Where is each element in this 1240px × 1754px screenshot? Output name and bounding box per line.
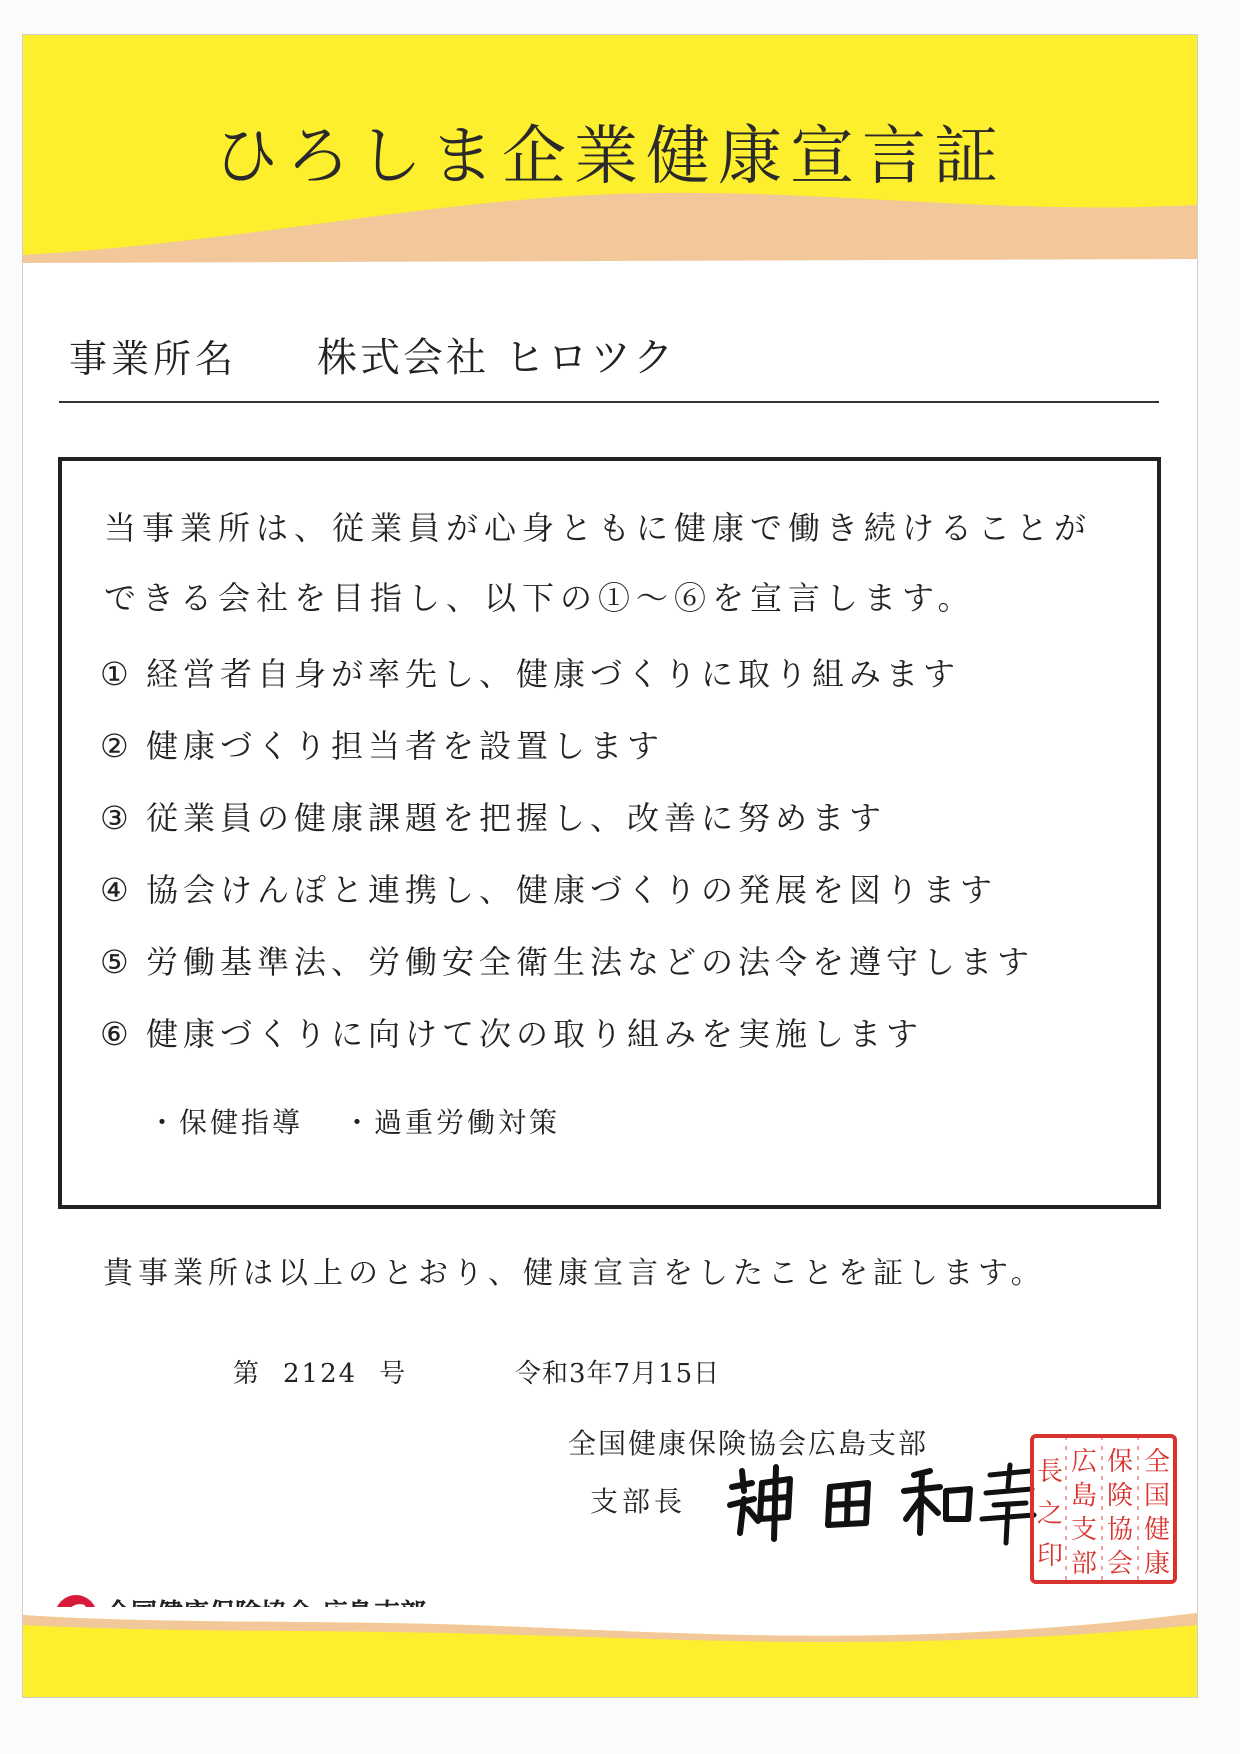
svg-text:康: 康 — [1143, 1549, 1171, 1579]
item-number: ② — [100, 727, 134, 765]
number-suffix: 号 — [379, 1359, 408, 1389]
company-label: 事業所名 — [69, 337, 238, 381]
item-text: 健康づくり担当者を設置します — [146, 727, 665, 765]
declaration-item — [100, 937, 1034, 983]
certificate-number — [233, 1353, 407, 1390]
declaration-item — [100, 649, 960, 695]
svg-text:協: 協 — [1106, 1515, 1134, 1545]
svg-text:険: 険 — [1106, 1481, 1134, 1511]
svg-text:部: 部 — [1070, 1549, 1098, 1579]
svg-text:保: 保 — [1106, 1447, 1134, 1477]
svg-text:全: 全 — [1143, 1447, 1171, 1477]
declaration-intro-line1: 当事業所は、従業員が心身ともに健康で働き続けることが — [104, 509, 1093, 547]
footer-wave-decoration — [23, 1607, 1197, 1652]
svg-text:島: 島 — [1070, 1481, 1098, 1511]
svg-text:国: 国 — [1143, 1481, 1171, 1511]
item-text: 労働基準法、労働安全衛生法などの法令を遵守します — [146, 943, 1035, 981]
item-text: 経営者自身が率先し、健康づくりに取り組みます — [146, 655, 961, 693]
certificate-sheet — [22, 34, 1198, 1698]
svg-text:長: 長 — [1036, 1457, 1064, 1487]
issue-date: 令和3年7月15日 — [515, 1359, 721, 1389]
number-prefix: 第 — [233, 1359, 262, 1389]
svg-text:広: 広 — [1070, 1447, 1098, 1477]
company-name: 株式会社 ヒロツク — [317, 335, 677, 381]
declaration-item — [100, 865, 997, 911]
svg-text:印: 印 — [1036, 1541, 1064, 1571]
certification-statement: 貴事業所は以上のとおり、健康宣言をしたことを証します。 — [103, 1256, 1046, 1291]
handwritten-signature — [718, 1457, 1038, 1547]
header-wave-decoration — [23, 185, 1197, 265]
item-text: 従業員の健康課題を把握し、改善に努めます — [146, 799, 887, 837]
sub-items — [148, 1101, 600, 1141]
item-number: ⑥ — [100, 1015, 134, 1053]
declaration-item — [100, 721, 664, 767]
branch-head-label: 支部長 — [590, 1485, 687, 1518]
page-title: ひろしま企業健康宣言証 — [214, 120, 1006, 194]
item-text: 健康づくりに向けて次の取り組みを実施します — [146, 1015, 924, 1053]
declaration-intro-line2: できる会社を目指し、以下の①～⑥を宣言します。 — [104, 579, 976, 617]
item-number: ⑤ — [100, 943, 134, 981]
official-seal — [1026, 1430, 1181, 1588]
item-number: ③ — [100, 799, 134, 837]
sub-item: ・保健指導 — [148, 1106, 304, 1139]
svg-text:支: 支 — [1070, 1515, 1098, 1545]
number-value: 2124 — [283, 1359, 358, 1389]
declaration-item — [100, 793, 886, 839]
item-number: ④ — [100, 871, 134, 909]
svg-text:健: 健 — [1143, 1515, 1171, 1545]
svg-text:之: 之 — [1036, 1499, 1064, 1529]
footer-band — [23, 1607, 1197, 1697]
issuer-name: 全国健康保険協会広島支部 — [568, 1427, 929, 1460]
item-number: ① — [100, 655, 134, 693]
sub-item: ・過重労働対策 — [343, 1106, 561, 1139]
company-row — [59, 327, 1159, 403]
declaration-box — [58, 457, 1161, 1209]
header-band — [23, 35, 1197, 265]
svg-text:会: 会 — [1106, 1549, 1134, 1579]
item-text: 協会けんぽと連携し、健康づくりの発展を図ります — [146, 871, 998, 909]
declaration-item — [100, 1009, 923, 1055]
